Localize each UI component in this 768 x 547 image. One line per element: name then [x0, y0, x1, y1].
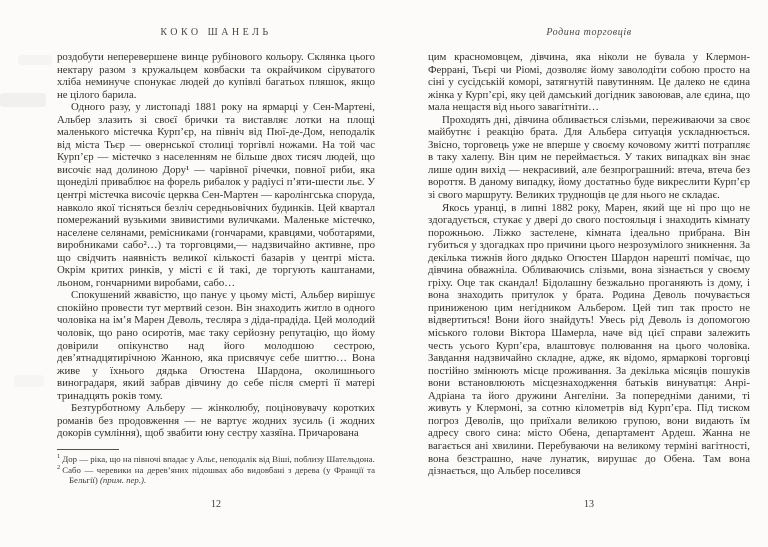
- chapter-title-running-header: Родина торговців: [546, 27, 632, 38]
- page-edge-smudge: [0, 93, 46, 107]
- footnote-separator: [57, 449, 119, 450]
- paragraph: Проходять дні, дівчина обливається слізьми, переживаючи за своє майбутнє і реакцію брата. Для Альбера ситуація ускладнюється. Звісно, торговець уже не вперше у своєму кочовому житті потрапляє в таку халепу. Він цим не переймається. У таких випадках він знає лише один вихід — некрасивий, але безпрограшний: втеча, втеча без вороття. В даному випадку, йому достатньо буде викреслити Курп’єр зі свого маршруту. Великих труднощів це для нього не складає.: [428, 113, 750, 202]
- right-page-number: 13: [584, 499, 594, 510]
- right-page-body-text: [428, 51, 750, 478]
- paragraph: Спокушений жвавістю, що панує у цьому місті, Альбер вирішує спокійно провести тут мертвий сезон. Він знаходить житло в одного чоловіка на ім’я Марен Деволь, тесляра з діда-прадіда. Цей молодий чоловік, що рано осиротів, має таку серйозну репутацію, що йому довірили опікунство над його молодшою сестрою, дев’ятнадцятирічною Жанною, яка присвячує себе шиттю… Вона живе у їхнього дядька Огюстена Шардона, околишнього виноградаря, який забрав дівчину до себе після смерті її матері тринадцять років тому.: [57, 289, 375, 402]
- page-edge-smudge: [18, 55, 52, 65]
- footnote-item: [57, 454, 375, 465]
- left-page-body-text: [57, 51, 375, 440]
- right-page: [428, 0, 750, 547]
- footnote-translator-note: (прим. пер.).: [99, 475, 147, 486]
- paragraph: Якось уранці, в липні 1882 року, Марен, який ще ні про що не здогадується, стукає у двері до свого постояльця і знаходить кімнату порожньою. Ліжко застелене, кімната ідеально прибрана. Він губиться у здогадках про причини цього незрозумілого зникнення. За декілька тижнів його дядько Огюстен Шардон нарешті помічає, що дівчина обважніла. Обливаючись слізьми, вона зізнається у своєму гріху. Оце так скандал! Бідолашну безжально проганяють із дому, і вона знаходить притулок у брата. Родина Деволь почувається приниженою цим негідником Альбером. Цей тип так просто не відвертиться! Вони його знайдуть! Увесь рід Деволь із допомогою міського голови Віктора Шамерла, наче від цієї справи залежить честь усього Курп’єра, влаштовує полювання на цього чоловіка. Завдання надзвичайно складне, адже, як відомо, ярмаркові торговці постійно змінюють місце проживання. За декілька місяців пошуків вони встановлюють місцезнаходження батьків винуватця: Анрі-Адріана та його дружини Ангеліни. За попередніми даними, ті живуть у Клермоні, за сотню кілометрів від Курп’єра. Під тиском погроз Деволів, що приїхали великою групою, вони видають їм адресу свого сина: місто Обена, департамент Ардеш. Жанна не вагається ані хвилини. Перебуваючи на великому терміні вагітності, вона безстрашно, наче лунатик, вирушає до Обена. Там вона дізнається, що Альбер поселився: [428, 201, 750, 478]
- paragraph: Одного разу, у листопаді 1881 року на ярмарці у Сен-Мартені, Альбер злазить зі своєї брички та виставляє лотки на площі маленького містечка Курп’єр, на північ від Пюї-де-Дом, неподалік від міста Тьєр — овернської столиці торгівлі ножами. На той час Курп’єр — містечко з населенням не більше двох тисяч людей, що височіє над долиною Дору¹ — чарівної річечки, повної риби, яка щонеділі приваблює на форель рибалок у радіусі п’яти-шести льє. У центрі містечка височіє церква Сен-Мартен — каролінгська споруда, навколо якої тісняться безліч середньовічних будинків. Цей квартал помережаний вузькими звивистими вуличками. Маленьке містечко, населене селянами, ремісниками (гончарами, кравцями, чоботарями, виробниками сабо²…) та торговцями,— надзвичайно активне, про що свідчить наявність великої кількості базарів у центрі міста. Окрім критих ринків, у місті є й такі, де торгують каштанами, льоном, гончарними виробами, сабо…: [57, 101, 375, 289]
- paragraph: роздобути неперевершене винце рубінового кольору. Склянка цього нектару разом з кружальцем ковбаски та окрайчиком сіруватого хліба неминуче спонукає людей до купівлі багатьох пляшок, якщо не цілого барила.: [57, 51, 375, 101]
- page-edge-smudge: [14, 375, 44, 387]
- book-title-running-header: КОКО ШАНЕЛЬ: [160, 27, 272, 38]
- footnote-marker: 1: [57, 453, 61, 461]
- left-page: [57, 0, 375, 547]
- footnote-marker: 2: [57, 463, 61, 471]
- paragraph: цим красномовцем, дівчина, яка ніколи не бувала у Клермон-Феррані, Тьєрі чи Ріомі, дозволяє йому заволодіти собою просто на сіні у сусідській коморі, затягнутій павутинням. Це далеко не єдина жінка у Курп’єрі, яку цей дамський догідник завоював, але єдина, що мала нещастя від нього завагітніти…: [428, 51, 750, 114]
- footnote-text: Дор — ріка, що на півночі впадає у Альє, неподалік від Віші, поблизу Шательдона.: [62, 454, 375, 464]
- footnotes-block: [57, 449, 375, 486]
- footnote-item: [57, 465, 375, 486]
- left-page-number: 12: [211, 499, 221, 510]
- paragraph: Безтурботному Альберу — жінколюбу, поціновувачу коротких романів без продовження — не вартує жодних зусиль (і жодних докорів сумління), щоб звабити юну сестру хазяїна. Причарована: [57, 402, 375, 440]
- footnote-text: Сабо — черевики на дерев’яних підошвах або видовбані з дерева (у Франції та Бельгії): [62, 464, 375, 486]
